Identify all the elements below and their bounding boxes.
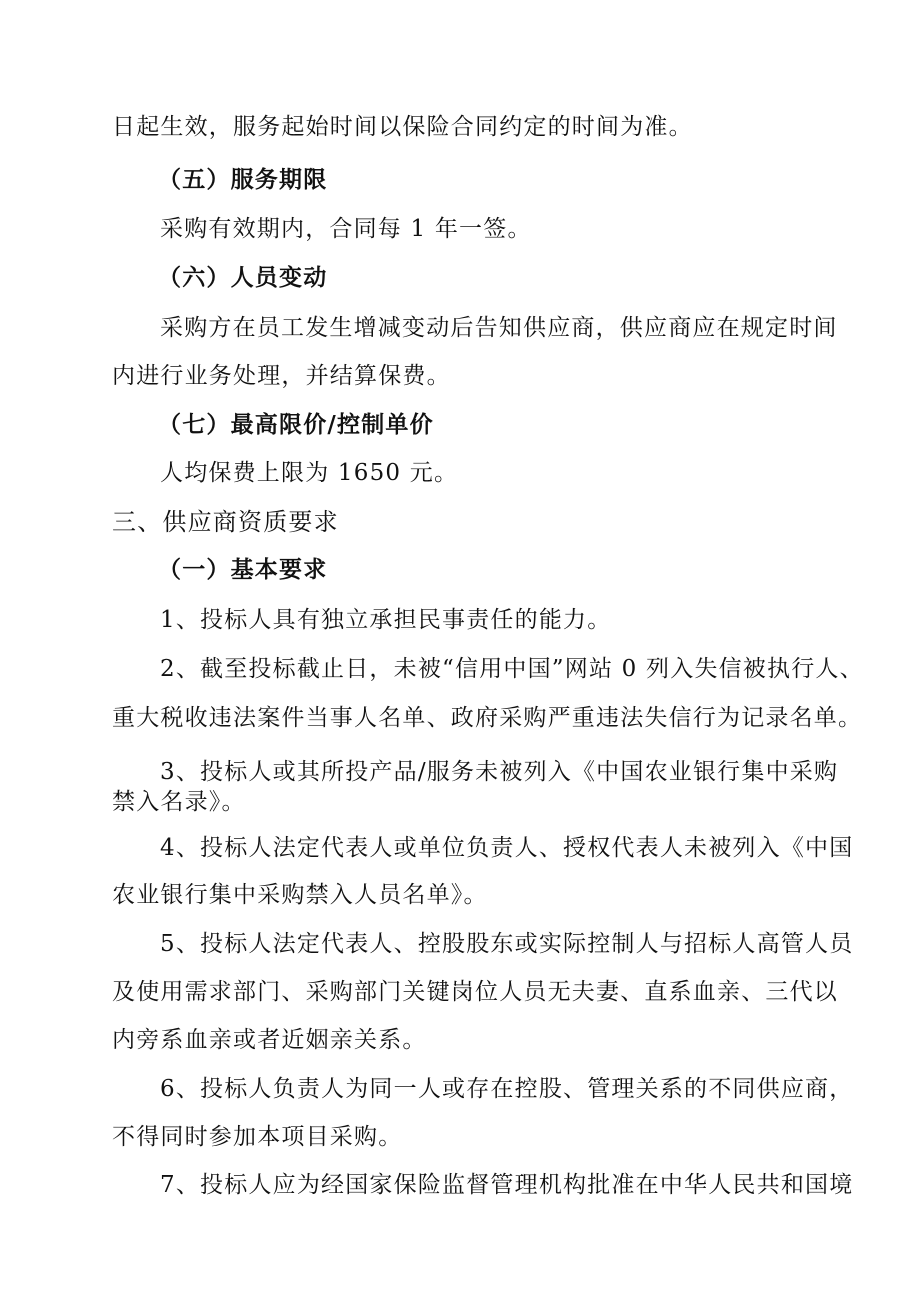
- list-item-line: 6、投标人负责人为同一人或存在控股、管理关系的不同供应商，: [160, 1076, 854, 1102]
- paragraph-line: 采购有效期内，合同每 1 年一签。: [160, 216, 532, 242]
- list-item-line: 禁入名录》。: [112, 789, 246, 815]
- subsection-heading-1: （一）基本要求: [158, 556, 328, 583]
- list-item-line: 农业银行集中采购禁入人员名单》。: [112, 882, 488, 908]
- list-item-line: 5、投标人法定代表人、控股股东或实际控制人与招标人高管人员: [160, 931, 854, 957]
- paragraph-line: 人均保费上限为 1650 元。: [160, 460, 459, 486]
- section-heading-3: 三、供应商资质要求: [112, 508, 339, 536]
- list-item-line: 2、截至投标截止日，未被“信用中国”网站 0 列入失信被执行人、: [160, 656, 864, 682]
- paragraph-line: 内进行业务处理，并结算保费。: [112, 363, 451, 389]
- subsection-heading-5: （五）服务期限: [158, 166, 328, 193]
- list-item-line: 3、投标人或其所投产品/服务未被列入《中国农业银行集中采购: [160, 759, 839, 785]
- list-item-line: 1、投标人具有独立承担民事责任的能力。: [160, 607, 612, 633]
- list-item-line: 不得同时参加本项目采购。: [112, 1124, 403, 1150]
- list-item-line: 7、投标人应为经国家保险监督管理机构批准在中华人民共和国境: [160, 1172, 854, 1198]
- paragraph-line: 采购方在员工发生增减变动后告知供应商，供应商应在规定时间: [160, 315, 838, 341]
- list-item-line: 4、投标人法定代表人或单位负责人、授权代表人未被列入《中国: [160, 835, 854, 861]
- subsection-heading-6: （六）人员变动: [158, 264, 328, 291]
- subsection-heading-7: （七）最高限价/控制单价: [158, 411, 434, 438]
- list-item-line: 内旁系血亲或者近姻亲关系。: [112, 1027, 427, 1053]
- list-item-line: 及使用需求部门、采购部门关键岗位人员无夫妻、直系血亲、三代以: [112, 979, 838, 1005]
- list-item-line: 重大税收违法案件当事人名单、政府采购严重违法失信行为记录名单。: [112, 705, 863, 731]
- paragraph-line: 日起生效，服务起始时间以保险合同约定的时间为准。: [112, 114, 693, 140]
